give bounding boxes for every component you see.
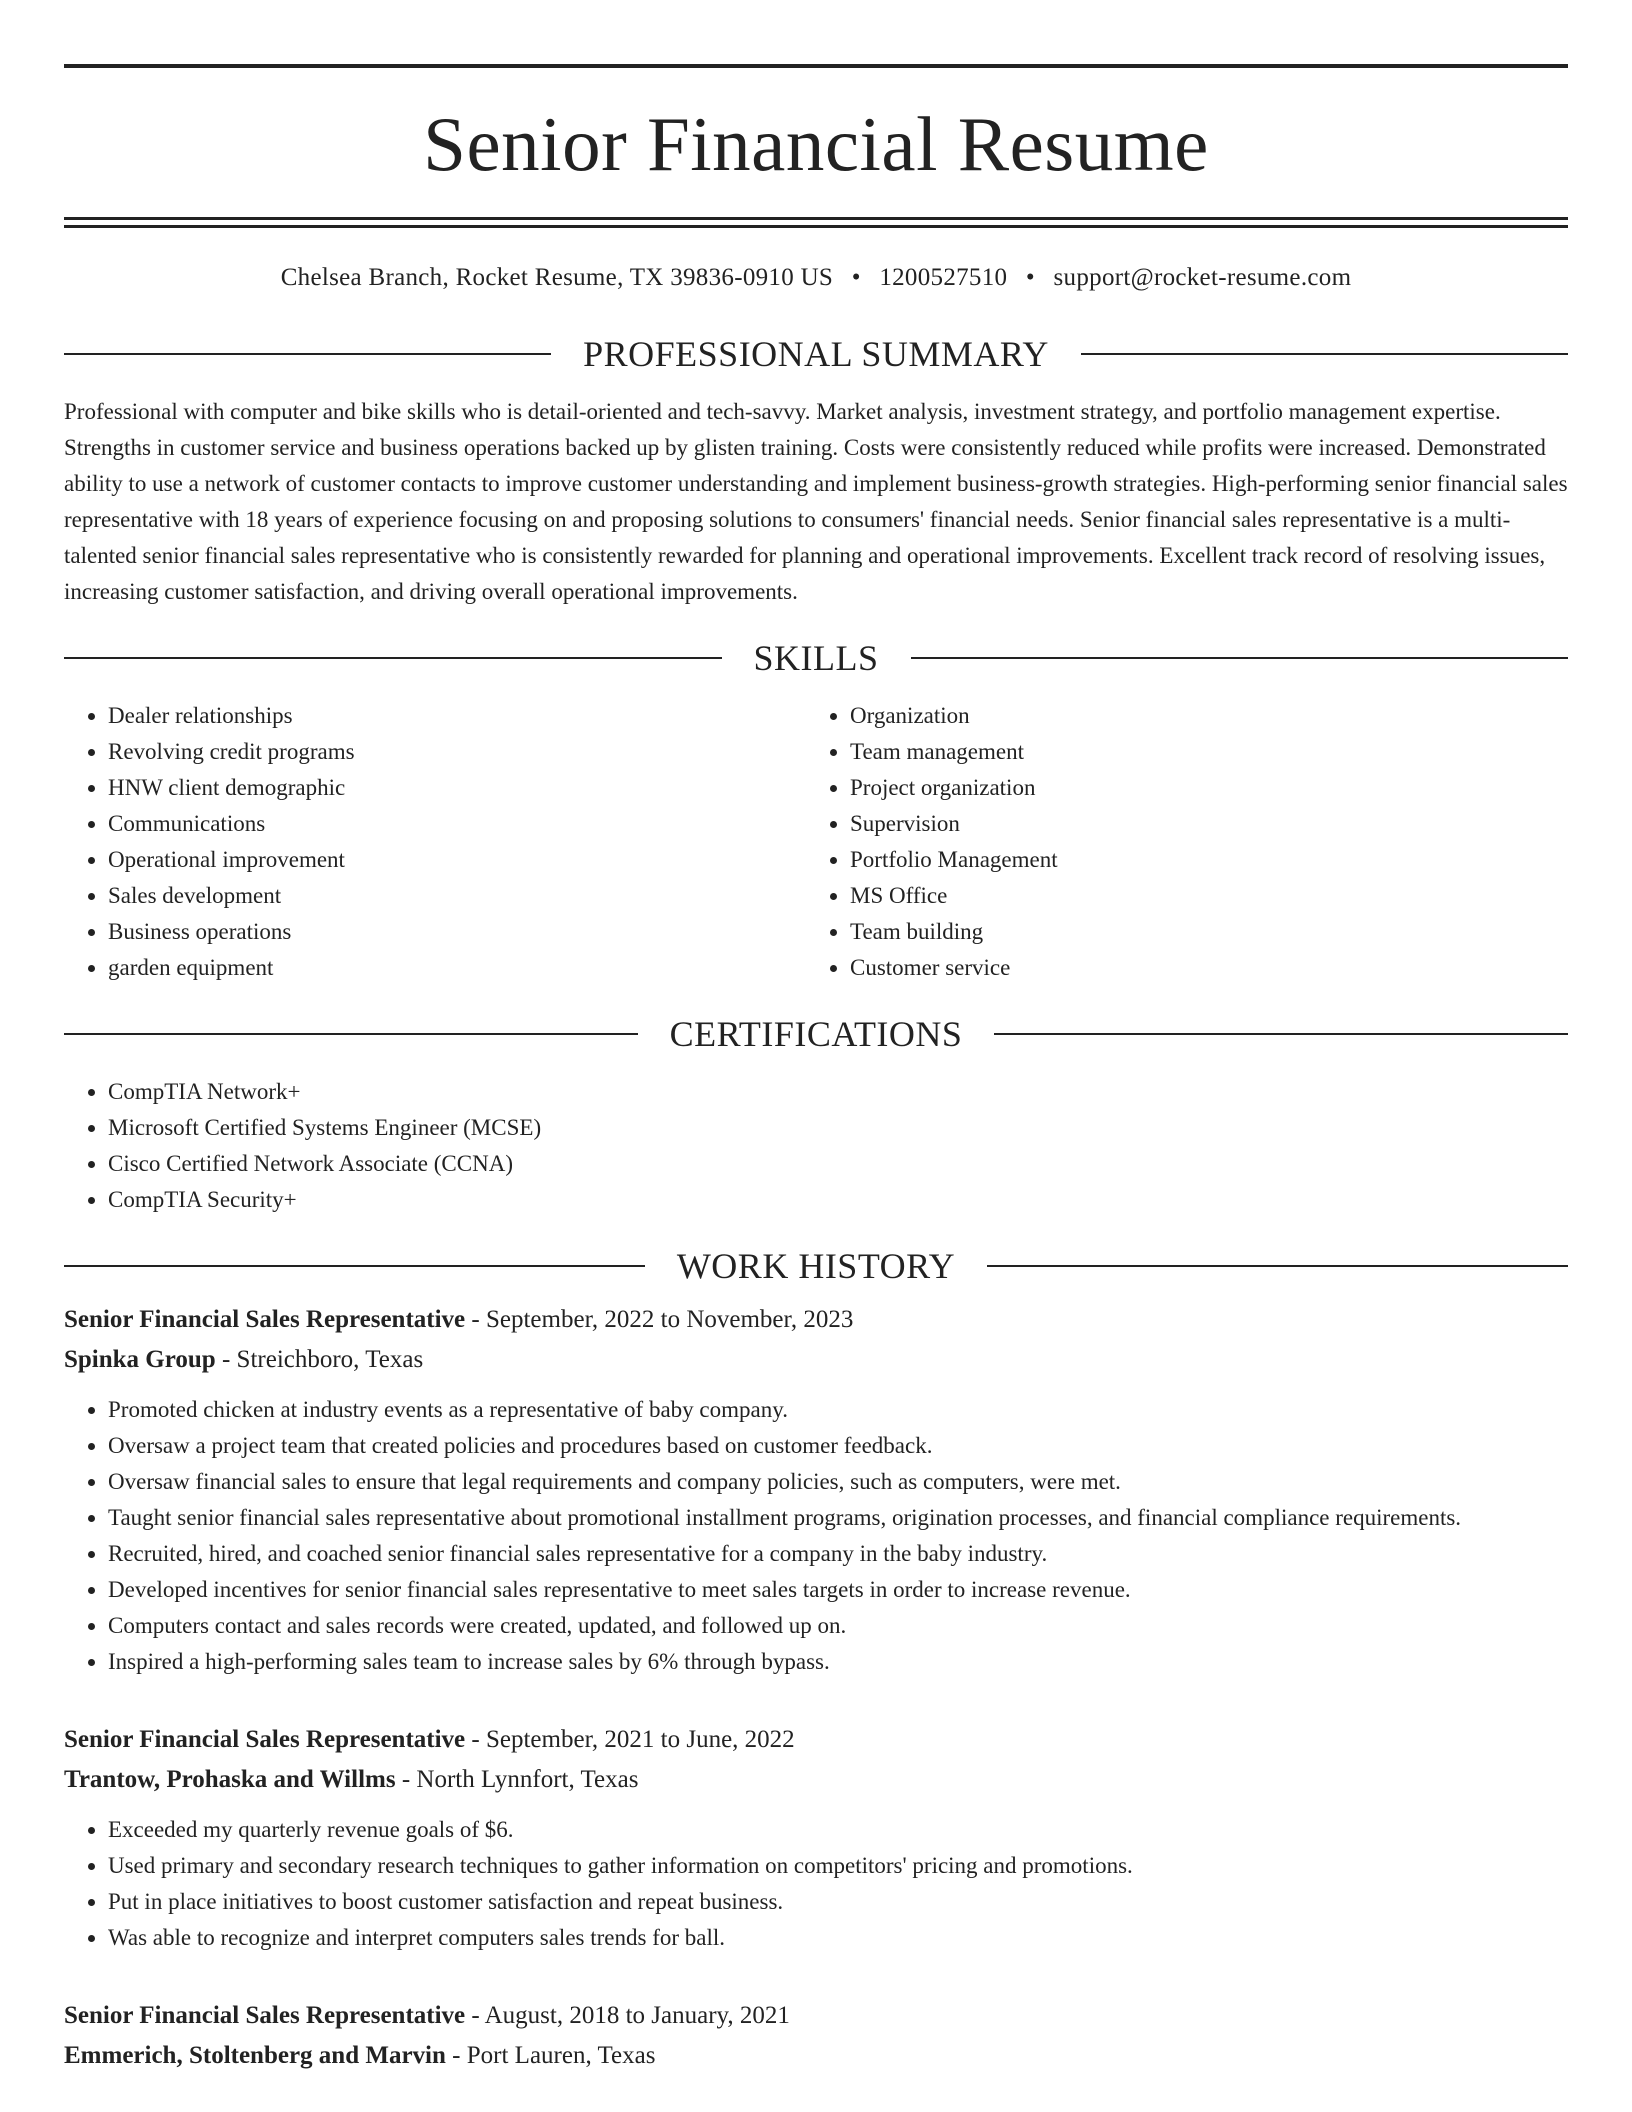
skill-item: • Organization bbox=[850, 698, 1548, 734]
resume-page bbox=[64, 64, 1568, 2076]
job-location: - Streichboro, Texas bbox=[215, 1346, 424, 1373]
certification-item: • CompTIA Security+ bbox=[108, 1182, 1568, 1218]
job-company-line bbox=[64, 1760, 1568, 1800]
skill-item: • Team building bbox=[850, 914, 1548, 950]
title-double-rule bbox=[64, 217, 1568, 228]
section-heading-work-history bbox=[64, 1248, 1568, 1284]
skill-item: • Revolving credit programs bbox=[108, 734, 806, 770]
job-bullets bbox=[64, 1812, 1568, 1956]
certification-item: • CompTIA Network+ bbox=[108, 1074, 1568, 1110]
skill-item: • Dealer relationships bbox=[108, 698, 806, 734]
job-dates: - September, 2021 to June, 2022 bbox=[465, 1726, 795, 1753]
job-bullet: • Developed incentives for senior financial sales representative to meet sales targets in order to increase revenue. bbox=[108, 1572, 1568, 1608]
job-dates: - September, 2022 to November, 2023 bbox=[465, 1306, 854, 1333]
job-bullet: • Recruited, hired, and coached senior financial sales representative for a company in the baby industry. bbox=[108, 1536, 1568, 1572]
job-bullet: • Promoted chicken at industry events as a representative of baby company. bbox=[108, 1392, 1568, 1428]
job-bullets bbox=[64, 1392, 1568, 1680]
heading-rule bbox=[911, 657, 1569, 659]
contact-phone: 1200527510 bbox=[879, 264, 1008, 291]
job-bullet: • Oversaw financial sales to ensure that legal requirements and company policies, such as computers, were met. bbox=[108, 1464, 1568, 1500]
skill-item: • HNW client demographic bbox=[108, 770, 806, 806]
contact-separator: • bbox=[1025, 264, 1035, 291]
section-title: PROFESSIONAL SUMMARY bbox=[583, 334, 1049, 374]
heading-rule bbox=[64, 353, 551, 355]
heading-rule bbox=[987, 1265, 1568, 1267]
job-dates: - August, 2018 to January, 2021 bbox=[465, 2002, 790, 2029]
contact-separator: • bbox=[851, 264, 861, 291]
section-heading-summary bbox=[64, 336, 1568, 372]
job-company-line bbox=[64, 1340, 1568, 1380]
job-title: Senior Financial Sales Representative bbox=[64, 1726, 466, 1753]
section-heading-skills bbox=[64, 640, 1568, 676]
skill-item: • MS Office bbox=[850, 878, 1548, 914]
job-bullet: • Put in place initiatives to boost customer satisfaction and repeat business. bbox=[108, 1884, 1568, 1920]
section-heading-certifications bbox=[64, 1016, 1568, 1052]
contact-email: support@rocket-resume.com bbox=[1053, 264, 1352, 291]
job-entry bbox=[64, 1720, 1568, 1956]
heading-rule bbox=[1081, 353, 1568, 355]
job-bullet: • Oversaw a project team that created policies and procedures based on customer feedback. bbox=[108, 1428, 1568, 1464]
job-bullet: • Was able to recognize and interpret computers sales trends for ball. bbox=[108, 1920, 1568, 1956]
heading-rule bbox=[994, 1033, 1568, 1035]
job-bullet: • Exceeded my quarterly revenue goals of $6. bbox=[108, 1812, 1568, 1848]
skills-column-left bbox=[64, 698, 806, 986]
section-title: WORK HISTORY bbox=[676, 1246, 956, 1286]
job-bullet: • Inspired a high-performing sales team to increase sales by 6% through bypass. bbox=[108, 1644, 1568, 1680]
certification-item: • Microsoft Certified Systems Engineer (MCSE) bbox=[108, 1110, 1568, 1146]
skill-item: • Team management bbox=[850, 734, 1548, 770]
skill-item: • Customer service bbox=[850, 950, 1548, 986]
heading-rule bbox=[64, 657, 722, 659]
certifications-list bbox=[64, 1074, 1568, 1218]
job-entry bbox=[64, 1300, 1568, 1680]
job-entry bbox=[64, 1996, 1568, 2076]
job-company: Trantow, Prohaska and Willms bbox=[64, 1766, 396, 1793]
job-company-line bbox=[64, 2036, 1568, 2076]
section-title: CERTIFICATIONS bbox=[669, 1014, 963, 1054]
job-location: - North Lynnfort, Texas bbox=[395, 1766, 639, 1793]
contact-line bbox=[64, 264, 1568, 292]
skill-item: • Communications bbox=[108, 806, 806, 842]
skill-item: • Business operations bbox=[108, 914, 806, 950]
job-title: Senior Financial Sales Representative bbox=[64, 1306, 466, 1333]
skill-item: • Portfolio Management bbox=[850, 842, 1548, 878]
job-company: Emmerich, Stoltenberg and Marvin bbox=[64, 2042, 446, 2069]
skill-item: • Project organization bbox=[850, 770, 1548, 806]
summary-text: Professional with computer and bike skills who is detail-oriented and tech-savvy. Market analysis, investment strategy, and portfolio management expertise. Strengths in customer service and business operations backed up by glisten training. Costs were consistently reduced while profits were increased. Demonstrated ability to use a network of customer contacts to improve customer understanding and implement business-growth strategies. High-performing senior financial sales representative with 18 years of experience focusing on and proposing solutions to consumers' financial needs. Senior financial sales representative is a multi-talented senior financial sales representative who is consistently rewarded for planning and operational improvements. Excellent track record of resolving issues, increasing customer satisfaction, and driving overall operational improvements. bbox=[64, 399, 1568, 604]
skills-list bbox=[64, 698, 1568, 986]
contact-address: Chelsea Branch, Rocket Resume, TX 39836-0910 US bbox=[280, 264, 834, 291]
page-title: Senior Financial Resume bbox=[423, 101, 1209, 187]
job-title-line bbox=[64, 1300, 1568, 1340]
job-title-line bbox=[64, 1720, 1568, 1760]
heading-rule bbox=[64, 1265, 645, 1267]
job-title-line bbox=[64, 1996, 1568, 2036]
job-bullet: • Computers contact and sales records were created, updated, and followed up on. bbox=[108, 1608, 1568, 1644]
job-bullet: • Taught senior financial sales representative about promotional installment programs, origination processes, and financial compliance requirements. bbox=[108, 1500, 1568, 1536]
skill-item: • Supervision bbox=[850, 806, 1548, 842]
skill-item: • Sales development bbox=[108, 878, 806, 914]
section-title: SKILLS bbox=[753, 638, 879, 678]
job-title: Senior Financial Sales Representative bbox=[64, 2002, 466, 2029]
skill-item: • garden equipment bbox=[108, 950, 806, 986]
skills-column-right bbox=[806, 698, 1548, 986]
job-location: - Port Lauren, Texas bbox=[445, 2042, 656, 2069]
heading-rule bbox=[64, 1033, 638, 1035]
job-bullet: • Used primary and secondary research techniques to gather information on competitors' pricing and promotions. bbox=[108, 1848, 1568, 1884]
work-history-list bbox=[64, 1300, 1568, 2076]
job-company: Spinka Group bbox=[64, 1346, 216, 1373]
certification-item: • Cisco Certified Network Associate (CCNA) bbox=[108, 1146, 1568, 1182]
skill-item: • Operational improvement bbox=[108, 842, 806, 878]
top-rule bbox=[64, 64, 1568, 68]
